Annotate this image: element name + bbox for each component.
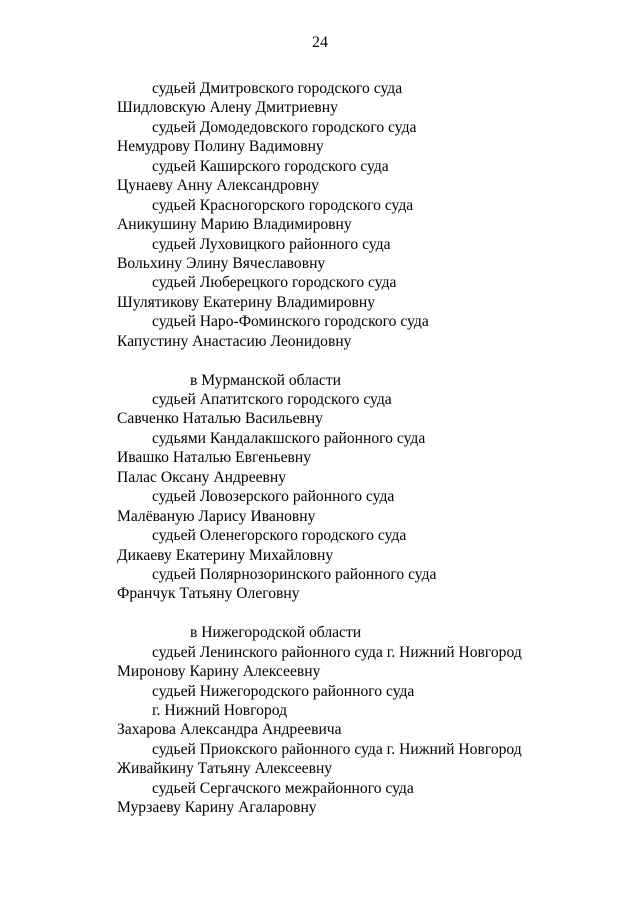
- court-line: судьей Наро-Фоминского городского суда: [152, 313, 429, 331]
- region-heading: в Нижегородской области: [190, 624, 362, 642]
- court-line: судьей Полярнозоринского районного суда: [152, 565, 437, 583]
- appointee-name: Ивашко Наталью Евгеньевну: [117, 449, 311, 467]
- court-line: судьей Приокского районного суда г. Нижний Новгород: [152, 740, 522, 758]
- appointee-name: Миронову Карину Алексеевну: [117, 663, 321, 681]
- appointee-name: Дикаеву Екатерину Михайловну: [117, 546, 334, 564]
- blank-line: [0, 604, 640, 623]
- court-line: г. Нижний Новгород: [152, 702, 288, 719]
- court-line: судьей Луховицкого районного суда: [152, 235, 391, 253]
- court-line: судьей Красногорского городского суда: [152, 196, 414, 214]
- court-line: судьей Каширского городского суда: [152, 157, 389, 175]
- court-line: судьей Апатитского городского суда: [152, 391, 392, 408]
- appointee-name: Цунаеву Анну Александровну: [117, 177, 319, 195]
- court-line: судьей Домодедовского городского суда: [152, 118, 417, 136]
- appointee-name: Немудрову Полину Вадимовну: [117, 138, 324, 156]
- appointee-name: Мурзаеву Карину Агаларовну: [117, 799, 317, 817]
- blank-line: [0, 351, 640, 370]
- region-heading: в Мурманской области: [190, 371, 341, 389]
- court-line: судьей Нижегородского районного суда: [152, 682, 415, 700]
- page-number: 24: [312, 34, 328, 51]
- court-line: судьями Кандалакшского районного суда: [152, 429, 426, 447]
- appointee-name: Захарова Александра Андреевича: [117, 721, 342, 739]
- appointee-name: Капустину Анастасию Леонидовну: [117, 332, 352, 350]
- document-body: [0, 79, 640, 818]
- appointee-name: Вольхину Элину Вячеславовну: [117, 254, 326, 272]
- appointee-name: Аникушину Марию Владимировну: [117, 216, 352, 234]
- court-line: судьей Люберецкого городского суда: [152, 274, 397, 292]
- court-line: судьей Оленегорского городского суда: [152, 527, 407, 545]
- court-line: судьей Ловозерского районного суда: [152, 488, 395, 506]
- appointee-name: Малёваную Ларису Ивановну: [117, 507, 316, 525]
- appointee-name: Палас Оксану Андреевну: [117, 468, 287, 486]
- appointee-name: Живайкину Татьяну Алексеевну: [117, 760, 333, 778]
- court-line: судьей Дмитровского городского суда: [152, 80, 403, 97]
- court-line: судьей Ленинского районного суда г. Нижний Новгород: [152, 643, 522, 661]
- appointee-name: Шулятикову Екатерину Владимировну: [117, 293, 376, 311]
- appointee-name: Шидловскую Алену Дмитриевну: [117, 99, 338, 117]
- court-line: судьей Сергачского межрайонного суда: [152, 779, 414, 797]
- appointee-name: Савченко Наталью Васильевну: [117, 410, 323, 428]
- appointee-name: Франчук Татьяну Олеговну: [117, 585, 300, 603]
